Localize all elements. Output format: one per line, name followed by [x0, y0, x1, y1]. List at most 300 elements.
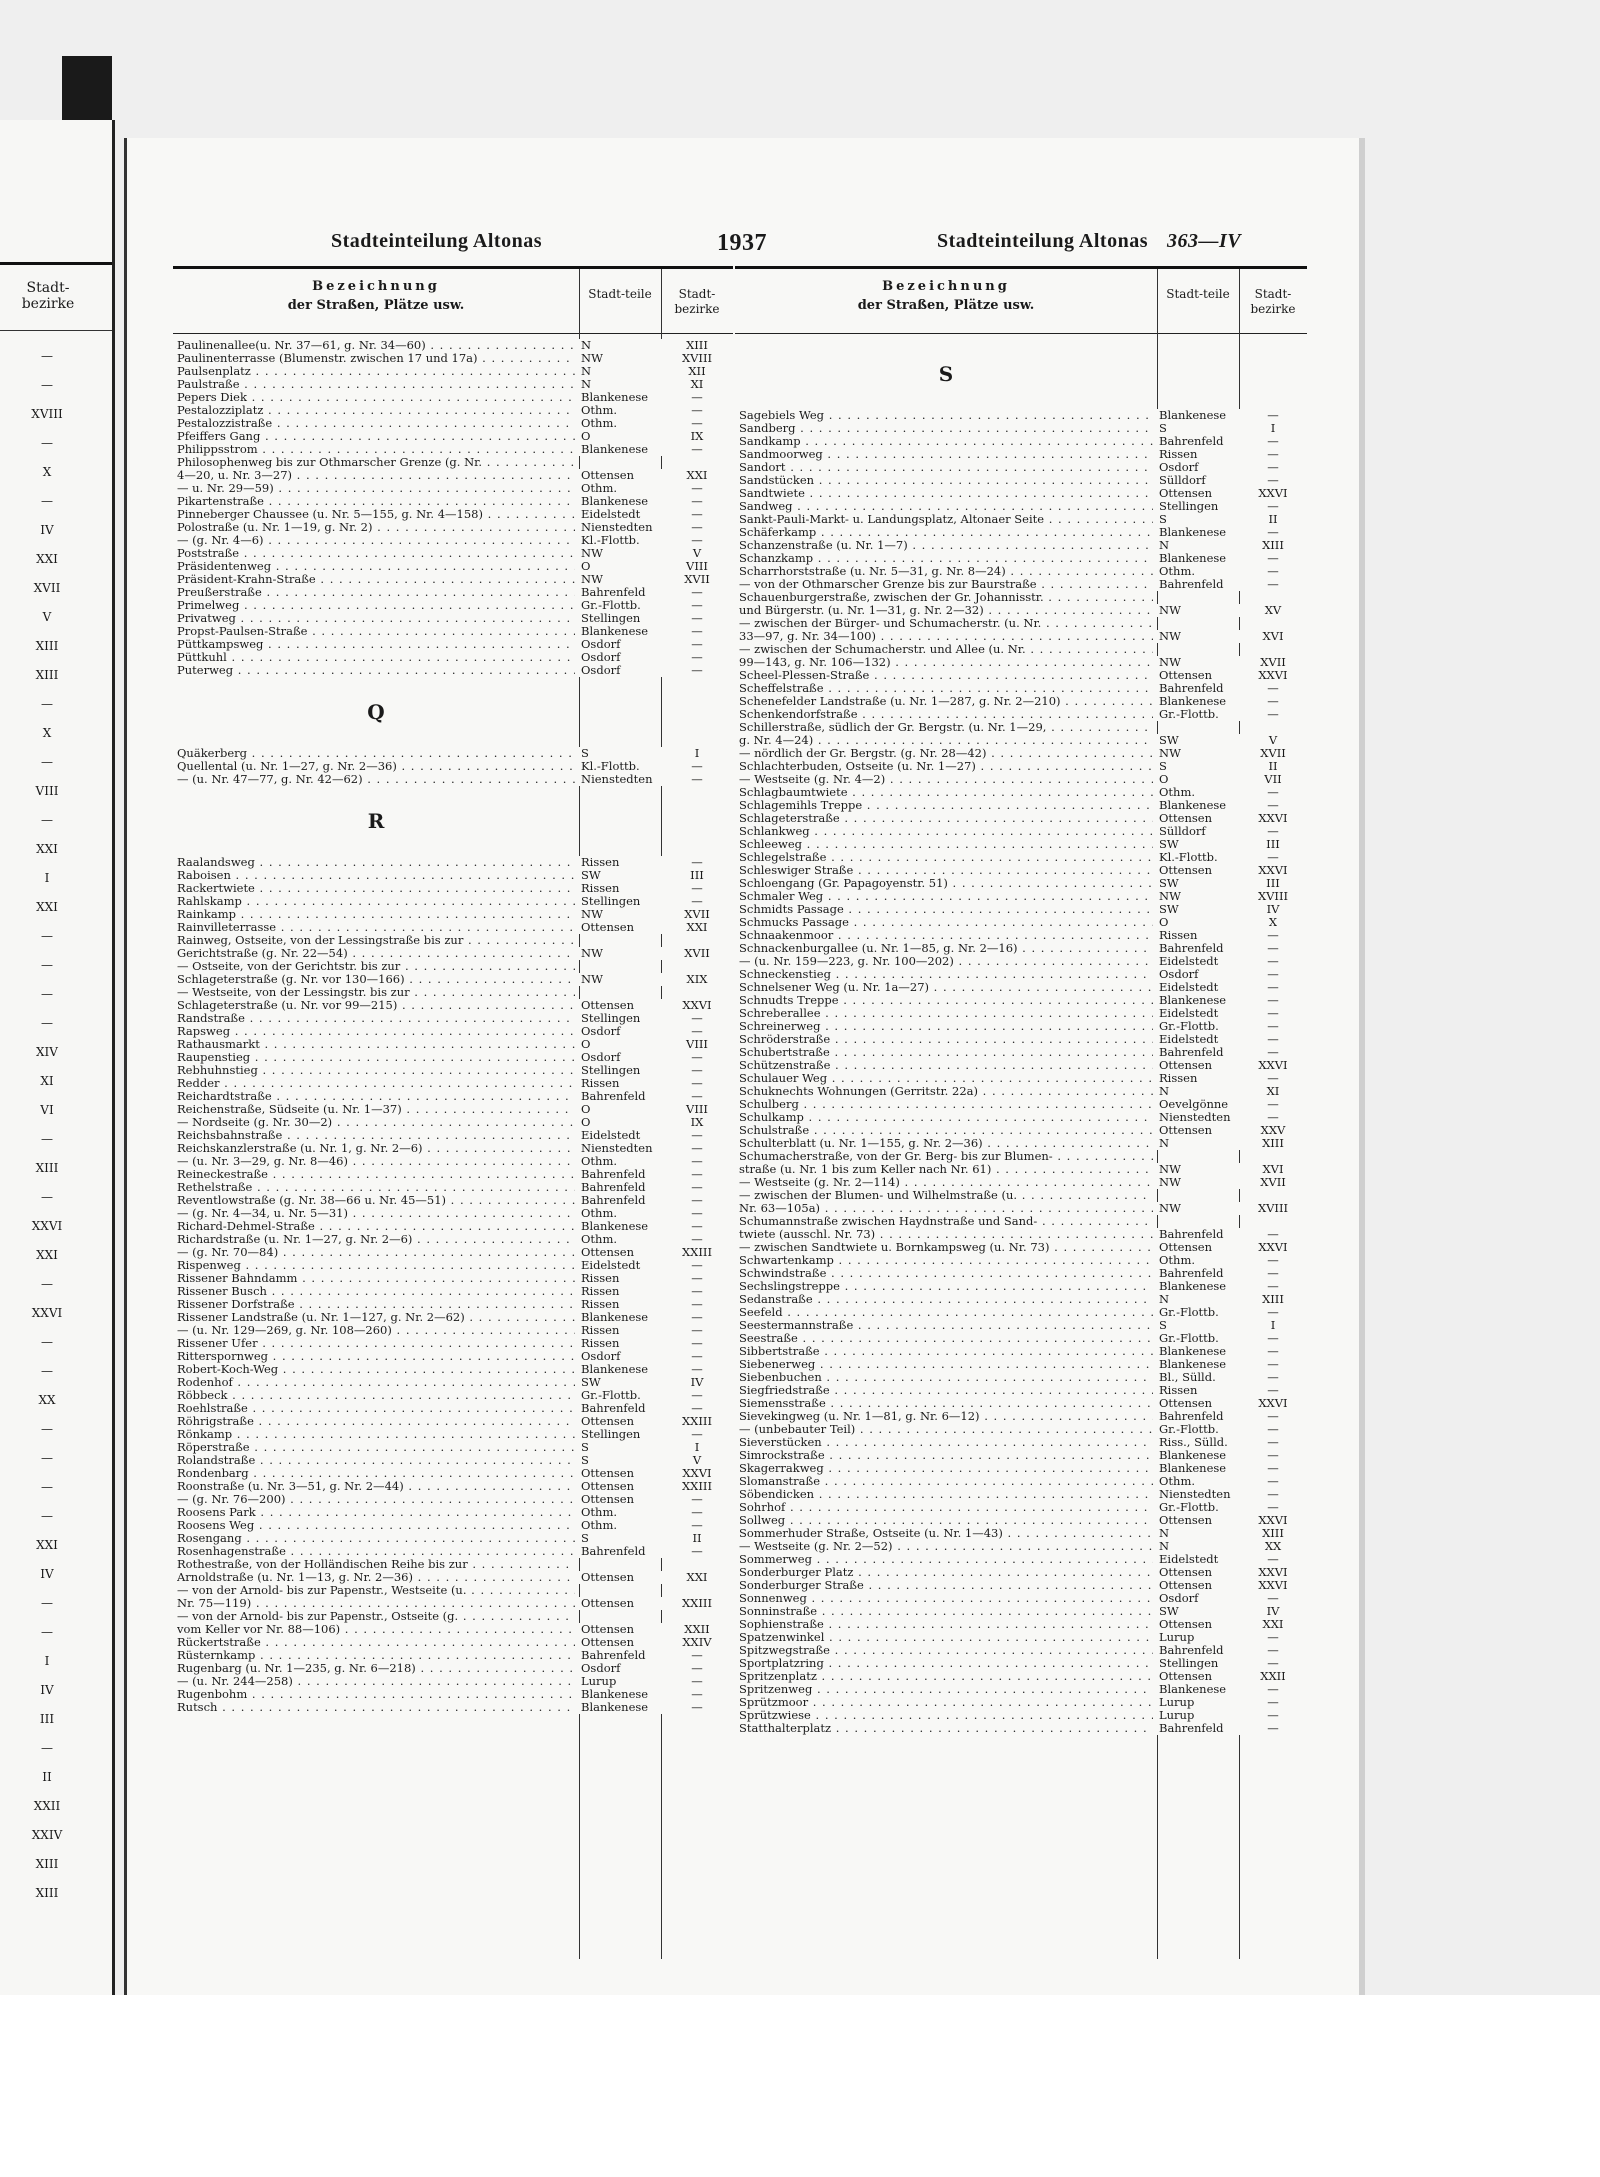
prev-page-mark: I	[44, 1654, 50, 1668]
prev-page-mark: —	[41, 1480, 53, 1494]
street-name: — zwischen der Schumacherstr. und Allee (u. Nr. . . .	[739, 643, 1153, 656]
stadtbezirk: —	[1267, 1695, 1279, 1709]
table-row	[735, 1553, 1307, 1566]
stadtbezirk: —	[691, 1180, 703, 1194]
street-name: — Westseite (g. Nr. 2—52) . . .	[739, 1540, 1153, 1553]
stadtbezirk: —	[1267, 473, 1279, 487]
stadtbezirk: —	[691, 1154, 703, 1168]
street-name: Spritzenplatz . . .	[739, 1670, 1153, 1683]
stadtteil: S	[579, 1532, 663, 1545]
stadtteil: Bahrenfeld	[1157, 435, 1241, 448]
prev-page-mark: —	[41, 378, 53, 392]
table-row	[735, 864, 1307, 877]
stadtteil: Bahrenfeld	[1157, 1410, 1241, 1423]
table-row	[735, 968, 1307, 981]
stadtteil: Nienstedten	[579, 1142, 663, 1155]
table-row	[735, 1579, 1307, 1592]
table-row	[173, 1545, 733, 1558]
street-name: Spitzwegstraße . . .	[739, 1644, 1153, 1657]
stadtbezirk: XII	[688, 364, 706, 378]
stadtbezirk: —	[691, 1297, 703, 1311]
stadtbezirk: —	[1267, 434, 1279, 448]
stadtbezirk: —	[1267, 1279, 1279, 1293]
stadtbezirk: I	[1270, 1318, 1276, 1332]
stadtbezirk: V	[1268, 733, 1278, 747]
table-row	[173, 1298, 733, 1311]
stadtteil: Blankenese	[579, 1701, 663, 1714]
street-name: Sandmoorweg . . .	[739, 448, 1153, 461]
stadtteil: Gr.-Flottb.	[1157, 1020, 1241, 1033]
stadtteil: O	[579, 560, 663, 573]
street-name: Sandort . . .	[739, 461, 1153, 474]
stadtteil: Eidelstedt	[1157, 1553, 1241, 1566]
table-row	[173, 573, 733, 586]
stadtbezirk: —	[691, 533, 703, 547]
street-name: Schwartenkamp . . .	[739, 1254, 1153, 1267]
table-row	[173, 547, 733, 560]
stadtbezirk: IV	[1266, 1604, 1280, 1618]
street-name: und Bürgerstr. (u. Nr. 1—31, g. Nr. 2—32) . . .	[739, 604, 1153, 617]
street-name: Söbendicken . . .	[739, 1488, 1153, 1501]
street-name: Redder . . .	[177, 1077, 575, 1090]
stadtbezirk: II	[1268, 512, 1278, 526]
table-row	[735, 1514, 1307, 1527]
table-row	[735, 916, 1307, 929]
stadtbezirk: —	[1267, 850, 1279, 864]
stadtbezirk: XXVI	[1258, 811, 1288, 825]
prev-page-mark: XXI	[36, 842, 58, 856]
stadtbezirk: XVII	[1260, 746, 1286, 760]
street-name: Schanzenstraße (u. Nr. 1—7) . . .	[739, 539, 1153, 552]
stadtbezirk: —	[691, 1076, 703, 1090]
prev-page-mark: X	[42, 465, 52, 479]
stadtbezirk: —	[691, 520, 703, 534]
street-name: Spatzenwinkel . . .	[739, 1631, 1153, 1644]
prev-page-mark: XX	[38, 1393, 56, 1407]
table-row	[735, 1722, 1307, 1735]
stadtteil: Stellingen	[1157, 500, 1241, 513]
stadtbezirk: —	[691, 598, 703, 612]
table-row	[173, 378, 733, 391]
table-row	[173, 339, 733, 352]
stadtteil: N	[579, 365, 663, 378]
stadtteil: Eidelstedt	[579, 1129, 663, 1142]
stadtbezirk: —	[691, 1544, 703, 1558]
stadtbezirk: —	[1267, 1409, 1279, 1423]
stadtteil: Sülldorf	[1157, 825, 1241, 838]
stadtteil: Eidelstedt	[579, 1259, 663, 1272]
street-name: Sedanstraße . . .	[739, 1293, 1153, 1306]
table-row	[173, 1168, 733, 1181]
stadtteil: Othm.	[579, 404, 663, 417]
stadtteil: Blankenese	[1157, 695, 1241, 708]
street-name: Schröderstraße . . .	[739, 1033, 1153, 1046]
prev-page-mark: VIII	[35, 784, 59, 798]
stadtbezirk: —	[1267, 1227, 1279, 1241]
street-name: — (g. Nr. 4—6) . . .	[177, 534, 575, 547]
stadtteil: N	[1157, 1137, 1241, 1150]
stadtteil: Othm.	[579, 1506, 663, 1519]
table-row	[173, 482, 733, 495]
stadtbezirk: XXVI	[1258, 1578, 1288, 1592]
street-name: Sieverstücken . . .	[739, 1436, 1153, 1449]
stadtteil: Blankenese	[1157, 1358, 1241, 1371]
prev-page-mark: XIV	[36, 1045, 58, 1059]
table-row	[735, 435, 1307, 448]
stadtteil: Stellingen	[579, 1428, 663, 1441]
table-row	[735, 1306, 1307, 1319]
street-name: 99—143, g. Nr. 106—132) . . .	[739, 656, 1153, 669]
stadtbezirk: —	[1267, 1721, 1279, 1735]
street-name: Quellental (u. Nr. 1—27, g. Nr. 2—36) . . .	[177, 760, 575, 773]
street-name: Pfeiffers Gang . . .	[177, 430, 575, 443]
stadtteil: Blankenese	[1157, 1280, 1241, 1293]
stadtbezirk: —	[691, 1492, 703, 1506]
stadtbezirk: —	[691, 1518, 703, 1532]
stadtbezirk: —	[1267, 564, 1279, 578]
street-name: Ritterspornweg . . .	[177, 1350, 575, 1363]
stadtbezirk: —	[1267, 1682, 1279, 1696]
prev-page-mark: —	[41, 813, 53, 827]
stadtteil: Gr.-Flottb.	[1157, 1423, 1241, 1436]
table-row	[173, 1181, 733, 1194]
table-row	[735, 1657, 1307, 1670]
left-bezirke-header: Stadt-bezirke	[661, 269, 733, 334]
street-name: Rothestraße, von der Holländischen Reihe bis zur . . .	[177, 1558, 575, 1571]
stadtbezirk: XIII	[686, 338, 708, 352]
stadtbezirk: —	[1267, 1370, 1279, 1384]
stadtbezirk: —	[1267, 577, 1279, 591]
stadtbezirk: XXI	[686, 468, 708, 482]
stadtbezirk: —	[1267, 967, 1279, 981]
prev-page-mark: XXVI	[31, 1219, 63, 1233]
stadtteil: NW	[1157, 1163, 1241, 1176]
street-name: Sievekingweg (u. Nr. 1—81, g. Nr. 6—12) . . .	[739, 1410, 1153, 1423]
prev-page-mark: XXI	[36, 552, 58, 566]
street-name: Sandstücken . . .	[739, 474, 1153, 487]
table-row	[173, 391, 733, 404]
street-name: Sprützmoor . . .	[739, 1696, 1153, 1709]
stadtbezirk: XXVI	[1258, 1565, 1288, 1579]
table-row	[173, 747, 733, 760]
street-name: Schulstraße . . .	[739, 1124, 1153, 1137]
stadtbezirk: —	[1267, 694, 1279, 708]
stadtteil: Ottensen	[579, 469, 663, 482]
stadtbezirk: —	[1267, 1500, 1279, 1514]
table-row	[173, 921, 733, 934]
stadtbezirk: —	[691, 507, 703, 521]
street-name: Rissener Bahndamm . . .	[177, 1272, 575, 1285]
street-name: — Westseite, von der Lessingstr. bis zur . . .	[177, 986, 575, 999]
stadtteil: Blankenese	[1157, 1345, 1241, 1358]
stadtteil: Othm.	[579, 1207, 663, 1220]
stadtteil: Bahrenfeld	[579, 1649, 663, 1662]
street-name: Schreinerweg . . .	[739, 1020, 1153, 1033]
street-name: Siemensstraße . . .	[739, 1397, 1153, 1410]
street-name: Pestalozzistraße . . .	[177, 417, 575, 430]
stadtbezirk: XVIII	[681, 351, 713, 365]
street-name: Paulinenterrasse (Blumenstr. zwischen 17 und 17a) . . .	[177, 352, 575, 365]
prev-page-mark: VI	[40, 1103, 54, 1117]
table-row	[735, 942, 1307, 955]
stadtteil: Osdorf	[579, 638, 663, 651]
stadtteil: Riss., Sülld.	[1157, 1436, 1241, 1449]
stadtteil: Bl., Sülld.	[1157, 1371, 1241, 1384]
table-row	[173, 999, 733, 1012]
street-name: — Ostseite, von der Gerichtstr. bis zur . . .	[177, 960, 575, 973]
stadtteil: Blankenese	[1157, 1449, 1241, 1462]
stadtteil: SW	[579, 869, 663, 882]
stadtteil: S	[579, 747, 663, 760]
street-name: — Nordseite (g. Nr. 30—2) . . .	[177, 1116, 575, 1129]
stadtteil: Bahrenfeld	[1157, 1046, 1241, 1059]
stadtbezirk: IV	[1266, 902, 1280, 916]
table-row	[173, 1064, 733, 1077]
table-row	[173, 1662, 733, 1675]
stadtteil: Ottensen	[579, 1571, 663, 1584]
stadtteil: Nienstedten	[1157, 1111, 1241, 1124]
table-row	[735, 1410, 1307, 1423]
stadtbezirk: —	[1267, 980, 1279, 994]
table-row	[735, 1644, 1307, 1657]
prev-page-mark: —	[41, 1132, 53, 1146]
stadtteil: Nienstedten	[1157, 1488, 1241, 1501]
stadtbezirk: XVII	[1260, 1175, 1286, 1189]
stadtbezirk: —	[691, 894, 703, 908]
prev-page-mark: IV	[40, 1567, 54, 1581]
stadtteil: N	[579, 339, 663, 352]
table-row	[173, 1428, 733, 1441]
stadtbezirk: VIII	[686, 1037, 708, 1051]
table-row	[173, 1649, 733, 1662]
table-row	[735, 890, 1307, 903]
table-row	[735, 656, 1307, 669]
street-name: — zwischen Sandtwiete u. Bornkampsweg (u. Nr. 73) . . .	[739, 1241, 1153, 1254]
table-row	[735, 643, 1307, 656]
table-row	[173, 882, 733, 895]
prev-page-mark: V	[42, 610, 52, 624]
table-row	[173, 1272, 733, 1285]
stadtteil: Othm.	[579, 1519, 663, 1532]
street-name: Rissener Landstraße (u. Nr. 1—127, g. Nr. 2—62) . . .	[177, 1311, 575, 1324]
street-name: Siegfriedstraße . . .	[739, 1384, 1153, 1397]
stadtteil: O	[1157, 916, 1241, 929]
stadtteil: SW	[1157, 903, 1241, 916]
stadtteil: Lurup	[1157, 1631, 1241, 1644]
table-row	[735, 461, 1307, 474]
stadtteil: N	[1157, 1085, 1241, 1098]
street-name: Polostraße (u. Nr. 1—19, g. Nr. 2) . . .	[177, 521, 575, 534]
street-name: — (unbebauter Teil) . . .	[739, 1423, 1153, 1436]
prev-page-mark: —	[41, 1277, 53, 1291]
prev-page-mark: X	[42, 726, 52, 740]
street-name: — (g. Nr. 70—84) . . .	[177, 1246, 575, 1259]
stadtbezirk: XXIV	[682, 1635, 712, 1649]
table-row	[173, 1090, 733, 1103]
street-name: Sibbertstraße . . .	[739, 1345, 1153, 1358]
stadtteil: Ottensen	[1157, 812, 1241, 825]
prev-page-mark: —	[41, 958, 53, 972]
street-name: Primelweg . . .	[177, 599, 575, 612]
stadtbezirk: XXVI	[1258, 1396, 1288, 1410]
table-row	[173, 664, 733, 677]
stadtteil: Othm.	[579, 482, 663, 495]
table-row	[173, 638, 733, 651]
table-row	[173, 1402, 733, 1415]
street-name: Pikartenstraße . . .	[177, 495, 575, 508]
table-row	[735, 1319, 1307, 1332]
stadtbezirk: —	[691, 1219, 703, 1233]
street-name: — (u. Nr. 47—77, g. Nr. 42—62) . . .	[177, 773, 575, 786]
table-row	[173, 934, 733, 947]
street-name: Scharrhorststraße (u. Nr. 5—31, g. Nr. 8—24) . . .	[739, 565, 1153, 578]
stadtbezirk: —	[1267, 1344, 1279, 1358]
table-row	[735, 617, 1307, 630]
street-name: — von der Arnold- bis zur Papenstr., Westseite (u. . . .	[177, 1584, 575, 1597]
stadtteil: O	[579, 430, 663, 443]
street-name: Rosenhagenstraße . . .	[177, 1545, 575, 1558]
street-name: Schlagemihls Treppe . . .	[739, 799, 1153, 812]
stadtteil: Osdorf	[579, 651, 663, 664]
stadtbezirk: —	[1267, 1656, 1279, 1670]
street-name: Schumannstraße zwischen Haydnstraße und Sand- . . .	[739, 1215, 1153, 1228]
street-name: Rückertstraße . . .	[177, 1636, 575, 1649]
street-name: g. Nr. 4—24) . . .	[739, 734, 1153, 747]
stadtteil: Ottensen	[579, 999, 663, 1012]
table-row	[173, 352, 733, 365]
stadtteil: NW	[1157, 656, 1241, 669]
stadtteil: Blankenese	[1157, 1462, 1241, 1475]
stadtteil: Rissen	[1157, 1072, 1241, 1085]
left-name-header: Bezeichnung der Straßen, Plätze usw.	[173, 269, 579, 334]
street-name: Sechslingstreppe . . .	[739, 1280, 1153, 1293]
prev-page-mark: —	[41, 1741, 53, 1755]
stadtbezirk: XXVI	[1258, 1513, 1288, 1527]
stadtteil: Blankenese	[1157, 799, 1241, 812]
table-row	[735, 487, 1307, 500]
street-name: Schillerstraße, südlich der Gr. Bergstr. (u. Nr. 1—29, . . .	[739, 721, 1153, 734]
street-name: Richardstraße (u. Nr. 1—27, g. Nr. 2—6) . . .	[177, 1233, 575, 1246]
stadtbezirk: XIII	[1262, 1526, 1284, 1540]
street-name: Schlageterstraße . . .	[739, 812, 1153, 825]
stadtbezirk: XVII	[684, 907, 710, 921]
stadtbezirk: III	[1266, 837, 1280, 851]
stadtbezirk: —	[1267, 1383, 1279, 1397]
table-row	[173, 1467, 733, 1480]
stadtteil: Osdorf	[1157, 461, 1241, 474]
stadtbezirk: XXVI	[682, 1466, 712, 1480]
stadtbezirk: XXII	[684, 1622, 710, 1636]
stadtbezirk: —	[691, 1349, 703, 1363]
table-row	[173, 1519, 733, 1532]
street-name: Schulauer Weg . . .	[739, 1072, 1153, 1085]
stadtteil: Rissen	[579, 1298, 663, 1311]
stadtteil: S	[1157, 422, 1241, 435]
table-row	[735, 1189, 1307, 1202]
stadtteil: SW	[1157, 838, 1241, 851]
stadtbezirk: I	[694, 1440, 700, 1454]
stadtbezirk: —	[1267, 408, 1279, 422]
stadtbezirk: —	[1267, 1474, 1279, 1488]
street-name: Schauenburgerstraße, zwischen der Gr. Johannisstr. . . .	[739, 591, 1153, 604]
street-name: Schnudts Treppe . . .	[739, 994, 1153, 1007]
stadtteil: Othm.	[579, 1233, 663, 1246]
street-name: Schmaler Weg . . .	[739, 890, 1153, 903]
street-name: Spritzenweg . . .	[739, 1683, 1153, 1696]
street-name: Präsidentenweg . . .	[177, 560, 575, 573]
section-letter: Q	[367, 700, 385, 724]
table-row	[735, 630, 1307, 643]
stadtbezirk: XXI	[1262, 1617, 1284, 1631]
street-name: — (u. Nr. 3—29, g. Nr. 8—46) . . .	[177, 1155, 575, 1168]
stadtbezirk: —	[691, 1674, 703, 1688]
table-row	[173, 1324, 733, 1337]
table-row	[735, 1228, 1307, 1241]
street-name: Schumacherstraße, von der Gr. Berg- bis zur Blumen- . . .	[739, 1150, 1153, 1163]
left-rows	[173, 339, 733, 1714]
stadtteil: Ottensen	[1157, 1059, 1241, 1072]
table-row	[173, 1246, 733, 1259]
stadtteil: Osdorf	[579, 1662, 663, 1675]
stadtbezirk: —	[691, 585, 703, 599]
stadtteil: Osdorf	[579, 1350, 663, 1363]
stadtteil: Bahrenfeld	[1157, 942, 1241, 955]
stadtbezirk: I	[694, 746, 700, 760]
stadtbezirk: X	[1268, 915, 1278, 929]
stadtbezirk: —	[1267, 1552, 1279, 1566]
stadtteil: Bahrenfeld	[1157, 682, 1241, 695]
running-head-year: 1937	[717, 230, 767, 256]
street-name: — (g. Nr. 76—200) . . .	[177, 1493, 575, 1506]
street-name: Rahlskamp . . .	[177, 895, 575, 908]
table-row	[173, 1259, 733, 1272]
street-name: Rebhuhnstieg . . .	[177, 1064, 575, 1077]
street-name: Pepers Diek . . .	[177, 391, 575, 404]
street-name: Sportplatzring . . .	[739, 1657, 1153, 1670]
stadtbezirk: —	[691, 855, 703, 869]
stadtteil: Blankenese	[579, 1220, 663, 1233]
street-name: Schlachterbuden, Ostseite (u. Nr. 1—27) . . .	[739, 760, 1153, 773]
street-name: Rainkamp . . .	[177, 908, 575, 921]
street-name: Reichardtstraße . . .	[177, 1090, 575, 1103]
stadtbezirk: XVI	[1262, 1162, 1284, 1176]
street-name: Seestermannstraße . . .	[739, 1319, 1153, 1332]
stadtbezirk: IX	[690, 429, 704, 443]
stadtteil: Kl.-Flottb.	[579, 760, 663, 773]
stadtteil: SW	[1157, 1605, 1241, 1618]
stadtbezirk: —	[691, 1661, 703, 1675]
stadtteil: Eidelstedt	[1157, 1033, 1241, 1046]
prev-page-mark: —	[41, 1596, 53, 1610]
prev-page-mark: —	[41, 929, 53, 943]
stadtbezirk: —	[691, 1388, 703, 1402]
street-name: vom Keller vor Nr. 88—106) . . .	[177, 1623, 575, 1636]
stadtteil: Gr.-Flottb.	[1157, 708, 1241, 721]
table-row	[173, 1220, 733, 1233]
stadtbezirk: III	[1266, 876, 1280, 890]
table-row	[735, 708, 1307, 721]
street-name: Rissener Ufer . . .	[177, 1337, 575, 1350]
stadtbezirk: —	[691, 759, 703, 773]
street-name: Privatweg . . .	[177, 612, 575, 625]
street-name: Paulstraße . . .	[177, 378, 575, 391]
stadtteil: Eidelstedt	[579, 508, 663, 521]
table-row	[173, 1610, 733, 1623]
table-row	[735, 812, 1307, 825]
stadtteil: NW	[1157, 1176, 1241, 1189]
street-name: Schmidts Passage . . .	[739, 903, 1153, 916]
stadtteil: Bahrenfeld	[1157, 1722, 1241, 1735]
